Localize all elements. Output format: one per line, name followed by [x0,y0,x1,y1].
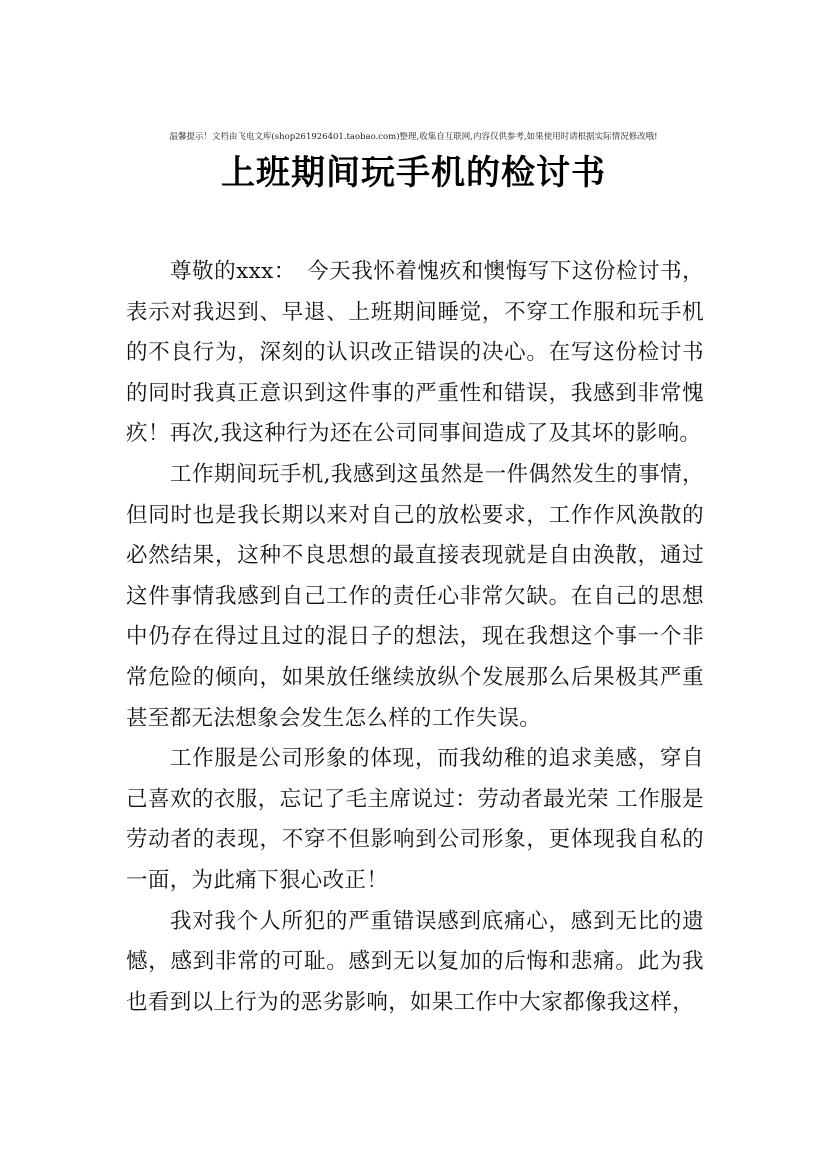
paragraph-1: 尊敬的xxx： 今天我怀着愧疚和懊悔写下这份检讨书，表示对我迟到、早退、上班期间睡觉，不穿工作服和玩手机的不良行为，深刻的认识改正错误的决心。在写这份检讨书的同时我真正意识到这件事的严重性和错误，我感到非常愧疚！再次,我这种行为还在公司同事间造成了及其坏的影响。 [126,259,704,447]
document-body [126,252,704,1023]
paragraph-2: 工作期间玩手机,我感到这虽然是一件偶然发生的事情，但同时也是我长期以来对自己的放松要求，工作作风涣散的必然结果，这种不良思想的最直接表现就是自由涣散，通过这件事情我感到自己工作的责任心非常欠缺。在自己的思想中仍存在得过且过的混日子的想法，现在我想这个事一个非常危险的倾向，如果放任继续放纵个发展那么后果极其严重甚至都无法想象会发生怎么样的工作失误。 [126,461,704,731]
document-title: 上班期间玩手机的检讨书 [221,153,606,193]
paragraph-4: 我对我个人所犯的严重错误感到底痛心，感到无比的遗憾，感到非常的可耻。感到无以复加的后悔和悲痛。此为我也看到以上行为的恶劣影响，如果工作中大家都像我这样， [126,908,704,1015]
header-notice: 温馨提示！文档由飞电文库(shop261926401.taobao.com)整理,收集自互联网,内容仅供参考,如果使用时请根据实际情况修改哦! [169,132,658,142]
paragraph-3: 工作服是公司形象的体现，而我幼稚的追求美感，穿自己喜欢的衣服，忘记了毛主席说过：劳动者最光荣 工作服是劳动者的表现，不穿不但影响到公司形象，更体现我自私的一面，为此痛下狠心改正！ [126,746,704,893]
